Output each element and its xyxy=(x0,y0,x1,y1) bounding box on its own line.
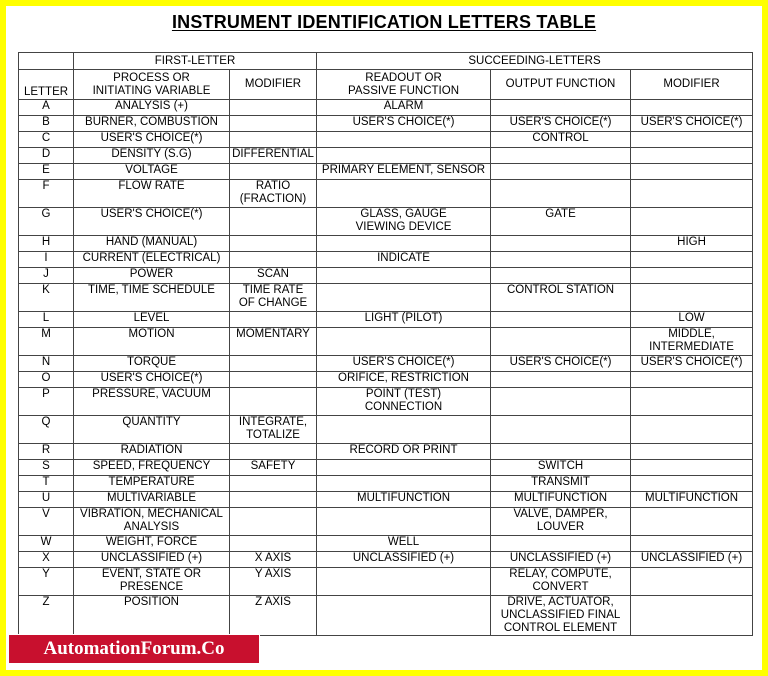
cell-succ-modifier: USER'S CHOICE(*) xyxy=(631,116,753,132)
cell-first-modifier xyxy=(230,508,317,536)
cell-letter: J xyxy=(19,268,74,284)
cell-readout: POINT (TEST) CONNECTION xyxy=(317,388,491,416)
cell-succ-modifier xyxy=(631,164,753,180)
cell-output: DRIVE, ACTUATOR, UNCLASSIFIED FINAL CONTROL ELEMENT xyxy=(491,596,631,636)
cell-first-modifier: Y AXIS xyxy=(230,568,317,596)
cell-letter: Z xyxy=(19,596,74,636)
table-row xyxy=(19,460,753,476)
table-row xyxy=(19,444,753,460)
cell-first-modifier xyxy=(230,164,317,180)
col-header-first-modifier: MODIFIER xyxy=(230,70,317,100)
cell-letter: F xyxy=(19,180,74,208)
cell-first-modifier: SAFETY xyxy=(230,460,317,476)
cell-first-modifier xyxy=(230,372,317,388)
cell-process: TIME, TIME SCHEDULE xyxy=(74,284,230,312)
cell-first-modifier xyxy=(230,252,317,268)
cell-output xyxy=(491,416,631,444)
cell-readout xyxy=(317,460,491,476)
cell-process: VIBRATION, MECHANICAL ANALYSIS xyxy=(74,508,230,536)
cell-succ-modifier xyxy=(631,208,753,236)
col-header-process: PROCESS OR INITIATING VARIABLE xyxy=(74,70,230,100)
cell-first-modifier xyxy=(230,388,317,416)
cell-readout xyxy=(317,132,491,148)
cell-first-modifier: X AXIS xyxy=(230,552,317,568)
cell-output: MULTIFUNCTION xyxy=(491,492,631,508)
cell-first-modifier xyxy=(230,132,317,148)
cell-process: USER'S CHOICE(*) xyxy=(74,208,230,236)
cell-process: CURRENT (ELECTRICAL) xyxy=(74,252,230,268)
cell-readout xyxy=(317,180,491,208)
table-row xyxy=(19,284,753,312)
cell-output: CONTROL STATION xyxy=(491,284,631,312)
cell-output xyxy=(491,268,631,284)
cell-readout: UNCLASSIFIED (+) xyxy=(317,552,491,568)
cell-output xyxy=(491,252,631,268)
cell-output xyxy=(491,328,631,356)
cell-readout xyxy=(317,328,491,356)
cell-readout xyxy=(317,596,491,636)
cell-succ-modifier: UNCLASSIFIED (+) xyxy=(631,552,753,568)
table-row xyxy=(19,372,753,388)
cell-output xyxy=(491,372,631,388)
cell-letter: C xyxy=(19,132,74,148)
cell-process: POSITION xyxy=(74,596,230,636)
table-row xyxy=(19,236,753,252)
cell-letter: N xyxy=(19,356,74,372)
cell-first-modifier xyxy=(230,312,317,328)
cell-letter: P xyxy=(19,388,74,416)
cell-first-modifier: MOMENTARY xyxy=(230,328,317,356)
cell-succ-modifier xyxy=(631,568,753,596)
cell-readout xyxy=(317,284,491,312)
cell-first-modifier xyxy=(230,116,317,132)
cell-first-modifier: DIFFERENTIAL xyxy=(230,148,317,164)
cell-first-modifier xyxy=(230,208,317,236)
cell-first-modifier: TIME RATE OF CHANGE xyxy=(230,284,317,312)
cell-succ-modifier xyxy=(631,268,753,284)
cell-process: MOTION xyxy=(74,328,230,356)
table-row xyxy=(19,132,753,148)
cell-succ-modifier xyxy=(631,536,753,552)
header-blank xyxy=(19,53,74,70)
cell-readout: ALARM xyxy=(317,100,491,116)
table-row xyxy=(19,208,753,236)
cell-readout xyxy=(317,236,491,252)
cell-letter: E xyxy=(19,164,74,180)
cell-readout: RECORD OR PRINT xyxy=(317,444,491,460)
table-row xyxy=(19,252,753,268)
group-header-succeeding: SUCCEEDING-LETTERS xyxy=(317,53,753,70)
cell-process: FLOW RATE xyxy=(74,180,230,208)
cell-output xyxy=(491,444,631,460)
cell-succ-modifier: MULTIFUNCTION xyxy=(631,492,753,508)
cell-letter: R xyxy=(19,444,74,460)
table-row xyxy=(19,312,753,328)
cell-readout: USER'S CHOICE(*) xyxy=(317,356,491,372)
cell-letter: D xyxy=(19,148,74,164)
cell-letter: Q xyxy=(19,416,74,444)
cell-readout: PRIMARY ELEMENT, SENSOR xyxy=(317,164,491,180)
cell-output xyxy=(491,180,631,208)
col-header-output: OUTPUT FUNCTION xyxy=(491,70,631,100)
cell-readout: WELL xyxy=(317,536,491,552)
cell-first-modifier: INTEGRATE, TOTALIZE xyxy=(230,416,317,444)
cell-output: SWITCH xyxy=(491,460,631,476)
title-text: INSTRUMENT IDENTIFICATION LETTERS TABLE xyxy=(171,12,597,32)
cell-readout: ORIFICE, RESTRICTION xyxy=(317,372,491,388)
cell-process: TEMPERATURE xyxy=(74,476,230,492)
cell-readout: USER'S CHOICE(*) xyxy=(317,116,491,132)
col-header-letter: LETTER xyxy=(19,70,74,100)
cell-first-modifier xyxy=(230,444,317,460)
table-row xyxy=(19,268,753,284)
cell-output xyxy=(491,236,631,252)
table-row xyxy=(19,388,753,416)
cell-process: DENSITY (S.G) xyxy=(74,148,230,164)
cell-process: RADIATION xyxy=(74,444,230,460)
cell-letter: V xyxy=(19,508,74,536)
cell-succ-modifier: HIGH xyxy=(631,236,753,252)
cell-process: QUANTITY xyxy=(74,416,230,444)
cell-letter: L xyxy=(19,312,74,328)
cell-succ-modifier: USER'S CHOICE(*) xyxy=(631,356,753,372)
page-title xyxy=(0,12,768,33)
cell-letter: I xyxy=(19,252,74,268)
cell-succ-modifier xyxy=(631,476,753,492)
cell-letter: W xyxy=(19,536,74,552)
identification-table xyxy=(18,52,753,636)
cell-process: USER'S CHOICE(*) xyxy=(74,372,230,388)
table-row xyxy=(19,492,753,508)
cell-succ-modifier xyxy=(631,148,753,164)
cell-process: POWER xyxy=(74,268,230,284)
cell-readout xyxy=(317,476,491,492)
cell-readout xyxy=(317,148,491,164)
table-row xyxy=(19,476,753,492)
cell-process: HAND (MANUAL) xyxy=(74,236,230,252)
cell-succ-modifier xyxy=(631,284,753,312)
cell-letter: U xyxy=(19,492,74,508)
cell-succ-modifier xyxy=(631,508,753,536)
table-row xyxy=(19,116,753,132)
table-row xyxy=(19,416,753,444)
cell-succ-modifier xyxy=(631,460,753,476)
cell-output xyxy=(491,536,631,552)
cell-process: PRESSURE, VACUUM xyxy=(74,388,230,416)
cell-letter: G xyxy=(19,208,74,236)
cell-output xyxy=(491,148,631,164)
cell-letter: H xyxy=(19,236,74,252)
cell-readout xyxy=(317,416,491,444)
cell-output: USER'S CHOICE(*) xyxy=(491,356,631,372)
cell-letter: A xyxy=(19,100,74,116)
table-row xyxy=(19,164,753,180)
cell-readout xyxy=(317,268,491,284)
cell-process: LEVEL xyxy=(74,312,230,328)
cell-readout xyxy=(317,508,491,536)
cell-readout: INDICATE xyxy=(317,252,491,268)
cell-output: RELAY, COMPUTE, CONVERT xyxy=(491,568,631,596)
cell-succ-modifier xyxy=(631,416,753,444)
table-row xyxy=(19,148,753,164)
col-header-readout: READOUT OR PASSIVE FUNCTION xyxy=(317,70,491,100)
cell-letter: O xyxy=(19,372,74,388)
table-row xyxy=(19,328,753,356)
cell-letter: Y xyxy=(19,568,74,596)
cell-letter: T xyxy=(19,476,74,492)
cell-succ-modifier xyxy=(631,100,753,116)
cell-succ-modifier xyxy=(631,252,753,268)
cell-first-modifier: SCAN xyxy=(230,268,317,284)
cell-process: WEIGHT, FORCE xyxy=(74,536,230,552)
cell-output xyxy=(491,164,631,180)
cell-succ-modifier xyxy=(631,444,753,460)
cell-succ-modifier: MIDDLE, INTERMEDIATE xyxy=(631,328,753,356)
cell-first-modifier xyxy=(230,536,317,552)
cell-process: ANALYSIS (+) xyxy=(74,100,230,116)
table-body xyxy=(19,100,753,636)
table-row xyxy=(19,180,753,208)
table-row xyxy=(19,596,753,636)
cell-succ-modifier xyxy=(631,180,753,208)
cell-output: USER'S CHOICE(*) xyxy=(491,116,631,132)
cell-succ-modifier xyxy=(631,132,753,148)
cell-output: CONTROL xyxy=(491,132,631,148)
cell-first-modifier xyxy=(230,356,317,372)
cell-process: BURNER, COMBUSTION xyxy=(74,116,230,132)
cell-output: GATE xyxy=(491,208,631,236)
table-row xyxy=(19,508,753,536)
cell-process: UNCLASSIFIED (+) xyxy=(74,552,230,568)
cell-first-modifier: RATIO (FRACTION) xyxy=(230,180,317,208)
cell-output xyxy=(491,100,631,116)
table-row xyxy=(19,536,753,552)
cell-process: USER'S CHOICE(*) xyxy=(74,132,230,148)
cell-process: TORQUE xyxy=(74,356,230,372)
col-header-succ-modifier: MODIFIER xyxy=(631,70,753,100)
cell-first-modifier xyxy=(230,476,317,492)
cell-letter: K xyxy=(19,284,74,312)
cell-output: VALVE, DAMPER, LOUVER xyxy=(491,508,631,536)
cell-letter: S xyxy=(19,460,74,476)
cell-readout: GLASS, GAUGE VIEWING DEVICE xyxy=(317,208,491,236)
cell-first-modifier: Z AXIS xyxy=(230,596,317,636)
cell-succ-modifier xyxy=(631,388,753,416)
cell-process: VOLTAGE xyxy=(74,164,230,180)
cell-process: SPEED, FREQUENCY xyxy=(74,460,230,476)
watermark-logo: AutomationForum.Co xyxy=(8,634,260,664)
cell-first-modifier xyxy=(230,100,317,116)
cell-output: TRANSMIT xyxy=(491,476,631,492)
cell-succ-modifier xyxy=(631,596,753,636)
cell-process: EVENT, STATE OR PRESENCE xyxy=(74,568,230,596)
table-row xyxy=(19,552,753,568)
cell-output xyxy=(491,312,631,328)
cell-process: MULTIVARIABLE xyxy=(74,492,230,508)
cell-first-modifier xyxy=(230,236,317,252)
cell-succ-modifier: LOW xyxy=(631,312,753,328)
cell-readout: LIGHT (PILOT) xyxy=(317,312,491,328)
cell-readout xyxy=(317,568,491,596)
table-row xyxy=(19,356,753,372)
cell-output: UNCLASSIFIED (+) xyxy=(491,552,631,568)
table-row xyxy=(19,568,753,596)
cell-succ-modifier xyxy=(631,372,753,388)
cell-first-modifier xyxy=(230,492,317,508)
cell-output xyxy=(491,388,631,416)
group-header-first: FIRST-LETTER xyxy=(74,53,317,70)
table-row xyxy=(19,100,753,116)
cell-readout: MULTIFUNCTION xyxy=(317,492,491,508)
cell-letter: X xyxy=(19,552,74,568)
cell-letter: B xyxy=(19,116,74,132)
cell-letter: M xyxy=(19,328,74,356)
